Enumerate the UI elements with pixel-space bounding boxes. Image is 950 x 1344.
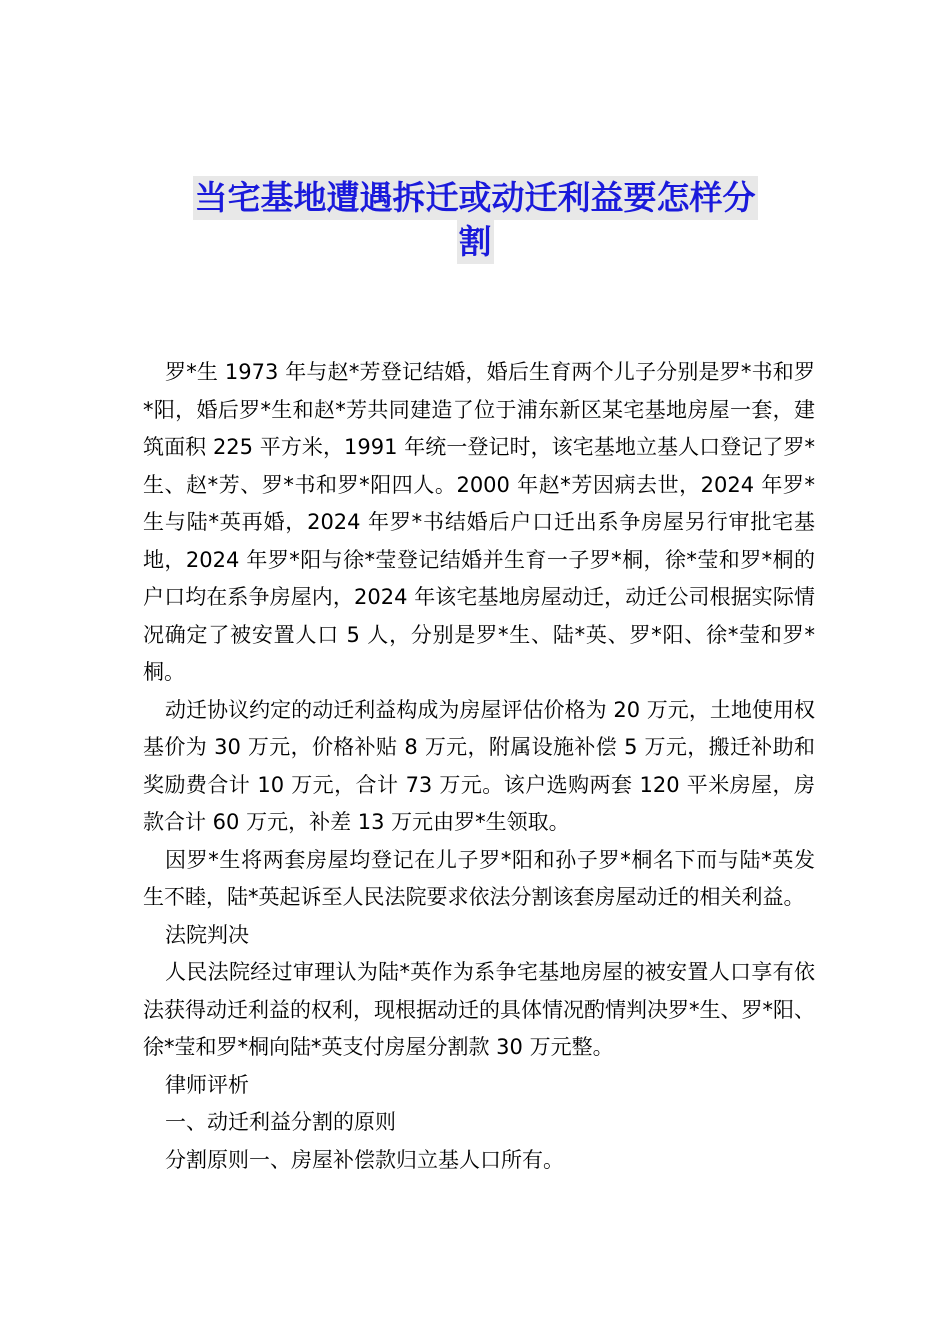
title-line-2: 割 [457, 220, 494, 264]
document-title [140, 176, 810, 264]
heading-court-judgment: 法院判决 [165, 922, 249, 947]
heading-lawyer-review: 律师评析 [165, 1072, 249, 1097]
document-body [143, 354, 815, 1179]
paragraph-case-facts: 罗*生 1973 年与赵*芳登记结婚，婚后生育两个儿子分别是罗*书和罗*阳，婚后罗*生和赵*芳共同建造了位于浦东新区某宅基地房屋一套，建筑面积 225 平方米，1991 年统一登记时，该宅基地立基人口登记了罗*生、赵*芳、罗*书和罗*阳四人。2000 年赵*芳因病去世，2024 年罗*生与陆*英再婚，2024 年罗*书结婚后户口迁出系争房屋另行审批宅基地，2024 年罗*阳与徐*莹登记结婚并生育一子罗*桐，徐*莹和罗*桐的户口均在系争房屋内，2024 年该宅基地房屋动迁，动迁公司根据实际情况确定了被安置人口 5 人，分别是罗*生、陆*英、罗*阳、徐*莹和罗*桐。 [143, 360, 815, 684]
paragraph-principle-one: 分割原则一、房屋补偿款归立基人口所有。 [165, 1147, 564, 1172]
paragraph-compensation: 动迁协议约定的动迁利益构成为房屋评估价格为 20 万元，土地使用权基价为 30 万元，价格补贴 8 万元，附属设施补偿 5 万元，搬迁补助和奖励费合计 10 万元，合计 73 万元。该户选购两套 120 平米房屋，房款合计 60 万元，补差 13 万元由罗*生领取。 [143, 697, 815, 834]
heading-section-one: 一、动迁利益分割的原则 [165, 1110, 396, 1134]
paragraph-lawsuit: 因罗*生将两套房屋均登记在儿子罗*阳和孙子罗*桐名下而与陆*英发生不睦，陆*英起诉至人民法院要求依法分割该套房屋动迁的相关利益。 [143, 847, 815, 909]
paragraph-judgment: 人民法院经过审理认为陆*英作为系争宅基地房屋的被安置人口享有依法获得动迁利益的权利，现根据动迁的具体情况酌情判决罗*生、罗*阳、徐*莹和罗*桐向陆*英支付房屋分割款 30 万元整。 [143, 960, 815, 1059]
title-line-1: 当宅基地遭遇拆迁或动迁利益要怎样分 [193, 176, 758, 220]
